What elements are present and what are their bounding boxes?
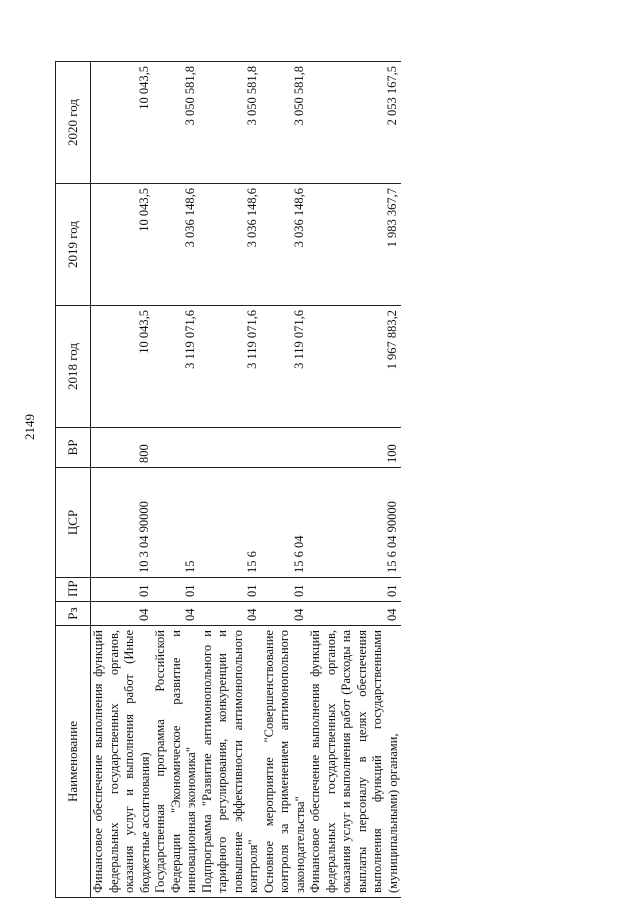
row-name: Основное мероприятие "Совершенствование контроля за применением антимонопольного законодательства" [262,626,309,898]
row-rz: 04 [262,602,309,626]
row-csr: 15 [153,468,200,578]
row-pr: 01 [308,578,401,602]
row-pr: 01 [262,578,309,602]
row-vr: 100 [308,428,401,468]
row-2020: 3 050 581,8 [153,62,200,184]
table-row [153,62,200,898]
row-2018: 3 119 071,6 [262,306,309,428]
row-2020: 2 053 167,5 [308,62,401,184]
table-row [200,62,262,898]
row-2018: 1 967 883,2 [308,306,401,428]
header-csr: ЦСР [56,468,91,578]
row-2019: 3 036 148,6 [153,184,200,306]
row-csr: 15 6 04 [262,468,309,578]
row-2019: 10 043,5 [91,184,154,306]
table-row [308,62,401,898]
budget-table-rotated [55,62,607,898]
row-pr: 01 [200,578,262,602]
row-2019: 3 036 148,6 [200,184,262,306]
row-name: Государственная программа Российской Федерации "Экономическое развитие и инновационная экономика" [153,626,200,898]
row-pr: 01 [91,578,154,602]
row-2020: 10 043,5 [91,62,154,184]
row-2018: 3 119 071,6 [200,306,262,428]
row-rz: 04 [153,602,200,626]
row-csr: 15 6 [200,468,262,578]
table-row [91,62,154,898]
row-name: Подпрограмма "Развитие антимонопольного и тарифного регулирования, конкуренции и повышение эффективности антимонопольного контроля" [200,626,262,898]
row-vr [153,428,200,468]
row-csr: 15 6 04 90000 [308,468,401,578]
row-pr: 01 [153,578,200,602]
page-number: 2149 [22,414,37,440]
row-2020: 3 050 581,8 [200,62,262,184]
row-name: Финансовое обеспечение выполнения функций федеральных государственных органов, оказания услуг и выполнения работ (Иные бюджетные ассигнования) [91,626,154,898]
header-2018: 2018 год [56,306,91,428]
row-rz: 04 [308,602,401,626]
row-vr: 800 [91,428,154,468]
row-rz: 04 [200,602,262,626]
header-pr: ПР [56,578,91,602]
table-header-row [56,62,91,898]
row-vr [262,428,309,468]
row-csr: 10 3 04 90000 [91,468,154,578]
table-row [262,62,309,898]
row-name: Финансовое обеспечение выполнения функций федеральных государственных органов, оказания услуг и выполнения работ (Расходы на выплаты персоналу в целях обеспечения выполнения функций государственными (муниципальными) органами, [308,626,401,898]
budget-table [55,61,401,898]
header-name: Наименование [56,626,91,898]
row-2020: 3 050 581,8 [262,62,309,184]
row-vr [200,428,262,468]
header-2019: 2019 год [56,184,91,306]
header-2020: 2020 год [56,62,91,184]
row-2018: 3 119 071,6 [153,306,200,428]
header-vr: ВР [56,428,91,468]
header-rz: Рз [56,602,91,626]
row-rz: 04 [91,602,154,626]
row-2019: 1 983 367,7 [308,184,401,306]
row-2018: 10 043,5 [91,306,154,428]
row-2019: 3 036 148,6 [262,184,309,306]
